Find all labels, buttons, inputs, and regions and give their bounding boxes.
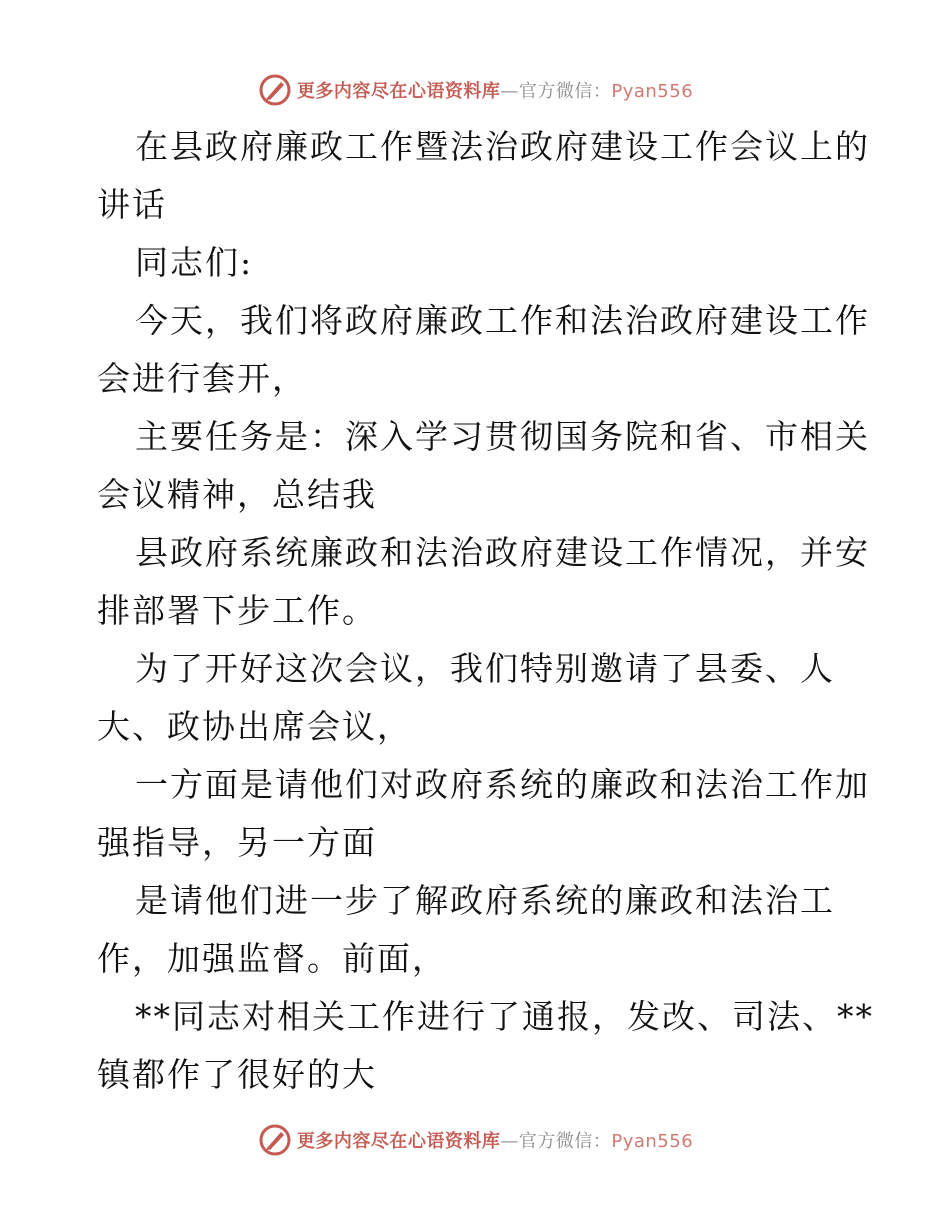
document-line: 一方面是请他们对政府系统的廉政和法治工作加 <box>135 765 870 804</box>
watermark-text <box>297 77 693 103</box>
watermark-text <box>297 1127 693 1153</box>
watermark-brand: 更多内容尽在心语资料库 <box>296 81 501 102</box>
document-line: 主要任务是：深入学习贯彻国务院和省、市相关 <box>135 417 870 456</box>
document-line: 在县政府廉政工作暨法治政府建设工作会议上的 <box>135 127 870 166</box>
watermark-official-label: 官方微信： <box>518 81 612 102</box>
document-line: 排部署下步工作。 <box>97 591 377 630</box>
document-line: 为了开好这次会议，我们特别邀请了县委、人 <box>135 649 835 688</box>
document-line: 是请他们进一步了解政府系统的廉政和法治工 <box>135 881 835 920</box>
watermark-account: Pyan556 <box>611 81 694 102</box>
watermark-dash: — <box>500 1131 519 1152</box>
document-line: 今天，我们将政府廉政工作和法治政府建设工作 <box>135 301 870 340</box>
footer-watermark <box>0 1120 950 1160</box>
document-line: 县政府系统廉政和法治政府建设工作情况，并安 <box>135 533 870 572</box>
watermark-dash: — <box>500 81 519 102</box>
document-line: 大、政协出席会议， <box>97 707 412 746</box>
document-line: 镇都作了很好的大 <box>97 1055 377 1094</box>
watermark-account: Pyan556 <box>611 1131 694 1152</box>
quill-logo-icon <box>257 72 293 108</box>
document-line: 讲话 <box>97 185 167 224</box>
watermark-official-label: 官方微信： <box>518 1131 612 1152</box>
document-body <box>97 118 874 1104</box>
quill-logo-icon <box>257 1122 293 1158</box>
document-line: 同志们: <box>135 243 254 282</box>
document-line: 作，加强监督。前面， <box>97 939 447 978</box>
watermark-brand: 更多内容尽在心语资料库 <box>296 1131 501 1152</box>
document-line: 会议精神，总结我 <box>97 475 377 514</box>
header-watermark <box>0 70 950 110</box>
document-line: 强指导，另一方面 <box>97 823 377 862</box>
document-line: **同志对相关工作进行了通报，发改、司法、** <box>135 997 874 1036</box>
document-line: 会进行套开， <box>97 359 307 398</box>
